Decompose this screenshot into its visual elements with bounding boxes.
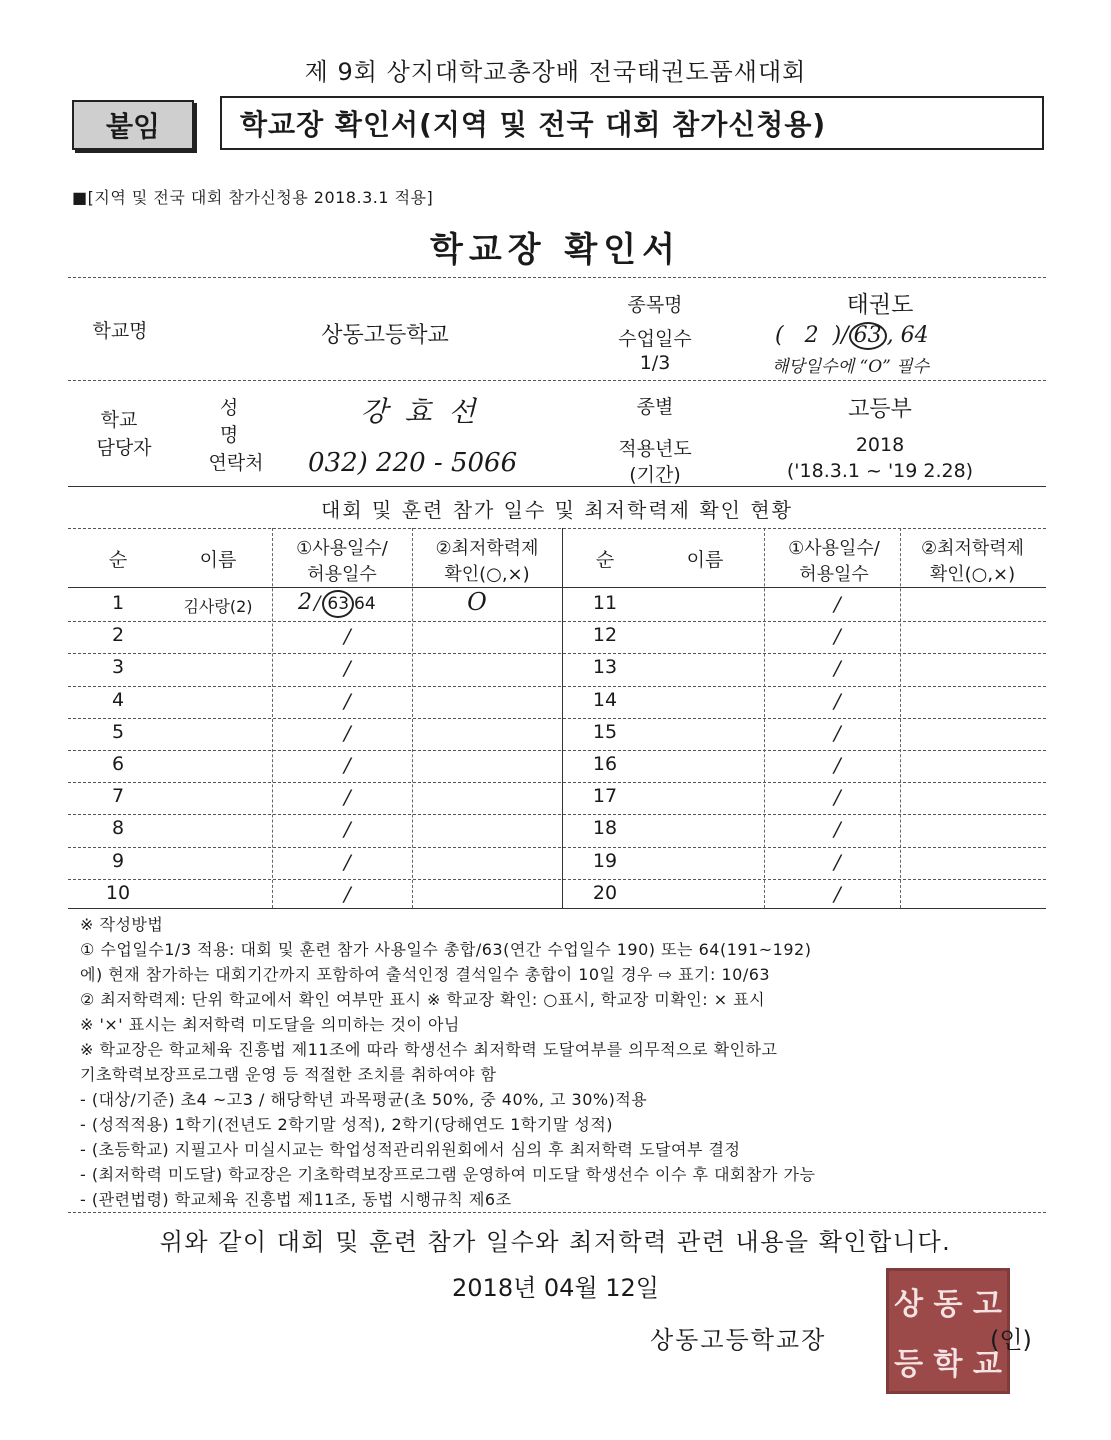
col-name-left: 이름 [199, 549, 237, 571]
note-line: - (초등학교) 지필고사 미실시교는 학업성적관리위원회에서 심의 후 최저학력 도달여부 결정 [80, 1140, 741, 1159]
column-divider [272, 528, 273, 908]
row-slash: / [344, 720, 351, 745]
column-divider [412, 528, 413, 908]
days-allowed: 63 [322, 590, 354, 618]
days-open: ( [775, 323, 784, 348]
sport-value: 태권도 [846, 292, 914, 318]
column-divider [900, 528, 901, 908]
note-line: ② 최저학력제: 단위 학교에서 확인 여부만 표시 ※ 학교장 확인: ○표시, 학교장 미확인: × 표시 [80, 990, 766, 1009]
col-min-left-2: 확인(○,×) [444, 564, 530, 585]
days-close: )/ [832, 323, 849, 348]
row-number: 19 [592, 849, 618, 872]
seal-char: 상 [894, 1287, 924, 1322]
seal-char: 동 [933, 1287, 963, 1322]
col-days-right: ①사용일수/ [788, 538, 880, 559]
school-value: 상동고등학교 [321, 323, 449, 348]
note-line: - (성적적용) 1학기(전년도 2학기말 성적), 2학기(당해연도 1학기말 성적) [80, 1115, 614, 1134]
row-number: 10 [105, 881, 131, 904]
row-number: 6 [111, 753, 125, 775]
year-label: 적용년도 [618, 438, 692, 460]
year-period-label: (기간) [629, 464, 681, 486]
row-number: 7 [111, 785, 125, 808]
note-line: 에) 현재 참가하는 대회기간까지 포함하여 출석인정 결석일수 총합이 10일 경우 ⇨ 표기: 10/63 [80, 965, 771, 984]
status-title: 대회 및 훈련 참가 일수 및 최저학력제 확인 현황 [321, 498, 793, 522]
days-label: 수업일수 [618, 328, 692, 350]
row-number: 20 [592, 881, 618, 904]
divider [68, 277, 1046, 278]
row-number: 3 [111, 656, 125, 679]
division-label: 종별 [636, 396, 674, 418]
row-slash: / [834, 720, 841, 745]
row-number: 9 [111, 849, 125, 872]
name-label: 성 명 [219, 397, 253, 446]
note-line: - (대상/기준) 초4 ~고3 / 해당학년 과목평균(초 50%, 중 40%, 고 30%)적용 [80, 1090, 648, 1109]
col-no-right: 순 [595, 549, 615, 571]
seal-char: 등 [894, 1347, 924, 1382]
divider [68, 486, 1046, 487]
days-value [775, 322, 995, 350]
row-number: 1 [111, 592, 125, 614]
confirm-text: 위와 같이 대회 및 훈련 참가 일수와 최저학력 관련 내용을 확인합니다. [159, 1228, 952, 1256]
col-days-left: ①사용일수/ [296, 538, 388, 559]
row-number: 8 [111, 817, 125, 840]
row-number: 15 [592, 720, 618, 743]
row-slash: / [344, 656, 351, 681]
days-used: 2 [804, 323, 819, 348]
attach-label: 붙임 [72, 100, 194, 150]
col-days-left-2: 허용일수 [307, 564, 377, 585]
row-slash: / [834, 656, 841, 681]
row-number: 2 [111, 624, 125, 647]
row-number: 16 [592, 753, 618, 775]
days-alt: , 64 [886, 323, 929, 348]
row-number: 4 [111, 688, 125, 711]
note-line: ① 수업일수1/3 적용: 대회 및 훈련 참가 사용일수 총합/63(연간 수업일수 190) 또는 64(191~192) [80, 940, 812, 959]
column-divider [562, 528, 563, 908]
note-line: ※ 학교장은 학교체육 진흥법 제11조에 따라 학생선수 최저학력 도달여부를 의무적으로 확인하고 [80, 1040, 778, 1059]
notes-heading: ※ 작성방법 [80, 915, 164, 934]
row-number: 13 [592, 656, 618, 679]
row-number: 18 [592, 817, 618, 840]
event-title: 제 9회 상지대학교총장배 전국태권도품새대회 [304, 58, 807, 86]
year-period-value: ('18.3.1 ~ '19 2.28) [786, 460, 974, 482]
staff-label-2: 담당자 [96, 437, 152, 459]
row-slash: / [344, 817, 351, 842]
note-line: 기초학력보장프로그램 운영 등 적절한 조치를 취하여야 함 [80, 1065, 497, 1084]
days-note: 해당일수에 “O” 필수 [772, 357, 930, 377]
row-slash: / [344, 881, 351, 906]
seal-char: 교 [972, 1347, 1002, 1382]
days-ratio-label: 1/3 [639, 352, 671, 374]
row-slash: / [834, 592, 841, 616]
sport-label: 종목명 [627, 294, 683, 316]
col-min-right: ②최저학력제 [920, 538, 1025, 559]
principal-name: 상동고등학교장 [650, 1326, 827, 1354]
row-slash: / [834, 849, 841, 874]
row-number: 17 [592, 785, 618, 808]
row-slash: / [834, 624, 841, 649]
contact-label: 연락처 [208, 452, 264, 474]
apply-note: ■[지역 및 전국 대회 참가신청용 2018.3.1 적용] [72, 188, 434, 207]
school-label: 학교명 [92, 320, 148, 342]
row-number: 5 [111, 720, 125, 743]
row-number: 11 [592, 592, 618, 614]
row-name: 김사랑(2) [183, 597, 253, 616]
divider [68, 1212, 1046, 1213]
row-days [278, 590, 408, 618]
note-line: - (최저학력 미도달) 학교장은 기초학력보장프로그램 운영하여 미도달 학생선수 이수 후 대회참가 가능 [80, 1165, 816, 1184]
year-value: 2018 [855, 434, 905, 456]
seal-char: 고 [972, 1287, 1002, 1322]
row-slash: / [344, 849, 351, 874]
row-slash: / [834, 817, 841, 842]
row-slash: / [344, 624, 351, 649]
row-slash: / [834, 785, 841, 810]
days-used: 2 [298, 590, 312, 615]
row-slash: / [344, 753, 351, 777]
row-slash: / [344, 785, 351, 810]
row-slash: / [344, 688, 351, 713]
note-line: - (관련법령) 학교체육 진흥법 제11조, 동법 시행규칙 제6조 [80, 1190, 512, 1209]
writing-instructions [80, 912, 1060, 1212]
row-slash: / [834, 881, 841, 906]
row-number: 14 [592, 688, 618, 711]
days-circled-value: 63 [849, 322, 887, 350]
contact-value: 032) 220 - 5066 [308, 448, 518, 478]
note-line: ※ '×' 표시는 최저학력 미도달을 의미하는 것이 아님 [80, 1015, 460, 1034]
seal-mark: (인) [990, 1326, 1032, 1354]
column-divider [764, 528, 765, 908]
seal-char: 학 [933, 1347, 963, 1382]
days-alt: 64 [354, 594, 376, 614]
divider [68, 380, 1046, 381]
row-number: 12 [592, 624, 618, 647]
division-value: 고등부 [848, 397, 912, 422]
document-title: 학교장 확인서(지역 및 전국 대회 참가신청용) [220, 96, 1044, 150]
days-slash: / [314, 592, 321, 614]
staff-label: 학교 [100, 409, 138, 431]
row-check: O [467, 588, 487, 616]
col-name-right: 이름 [686, 549, 724, 571]
name-value: 강 효 선 [360, 395, 480, 428]
col-min-left: ②최저학력제 [435, 538, 539, 559]
col-min-right-2: 확인(○,×) [929, 564, 1016, 585]
main-title: 학교장 확인서 [430, 230, 681, 270]
confirm-date: 2018년 04월 12일 [452, 1274, 659, 1302]
row-slash: / [834, 753, 841, 777]
row-slash: / [834, 688, 841, 713]
col-no-left: 순 [108, 549, 128, 571]
col-days-right-2: 허용일수 [799, 564, 869, 585]
divider [68, 908, 1046, 909]
